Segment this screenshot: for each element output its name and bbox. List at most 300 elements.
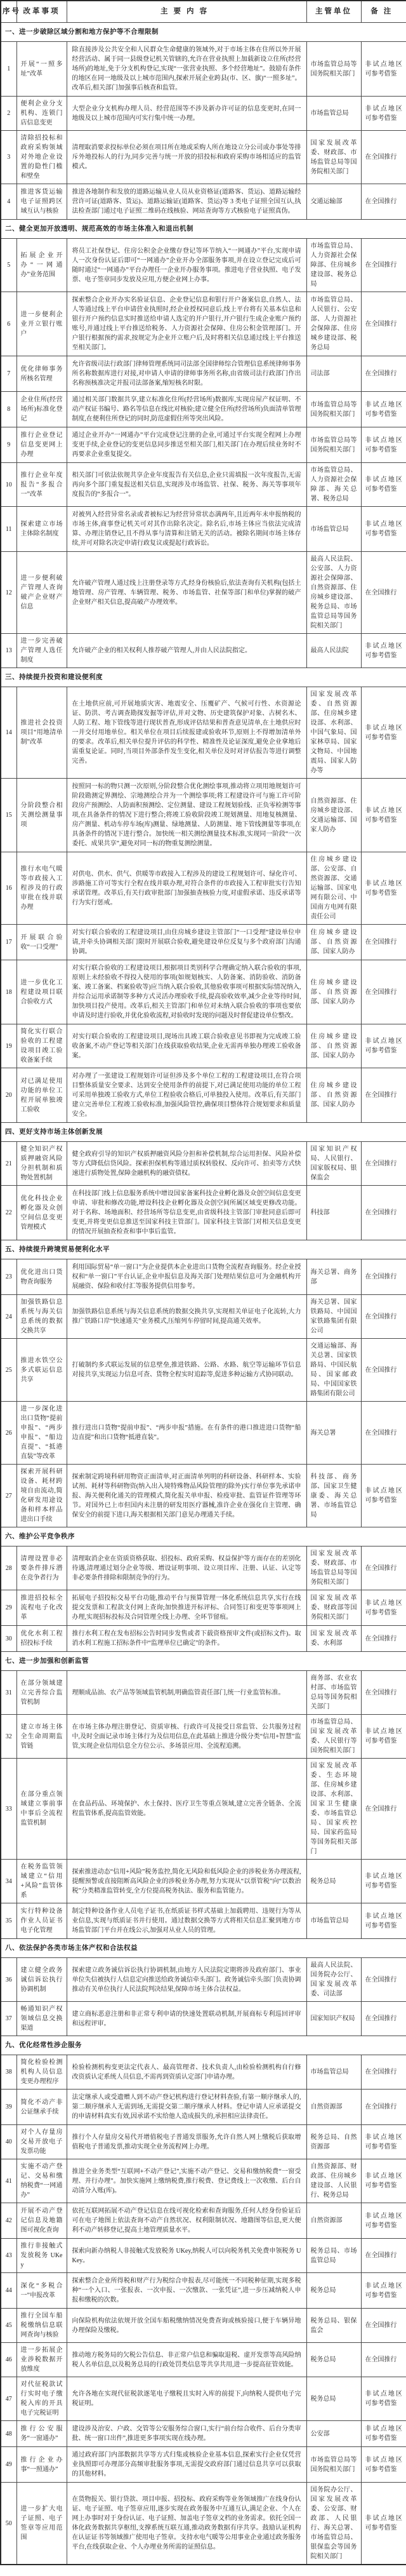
main-content: 在食品药品、环境保护、水土保持、医疗卫生等重点领域,建立完善全链条、全流程监管体系,提高监管效能。 (67, 1759, 306, 1860)
main-content: 在货物报关、银行贷款、项目申报、招投标、政府采购等业务领域推广在线身份认证、电子证照、电子签章应用,逐步实现在政务服务中互通互认,满足企业、个人在网上办事时对于身份认证、电子证照、加盖电子签章文档的业务需求。依托全国一体化政务数据共享枢纽,支撑系统互联互通,推动政务数据有序共享。鼓励认证机构在认证证书等领域推广使用电子签章。支持水电气暖等公用事业企业通过政务服务平台,在线获取企业、个人办理业务所需的证照信息。 (67, 2483, 306, 2565)
section-header-row (1, 1939, 406, 1958)
remark: 在全国推行 (361, 239, 406, 292)
reform-row (1, 392, 406, 427)
responsible-unit: 科技部、商务部、国家卫生健康委、海关总署、市场监管总局 (306, 1465, 361, 1527)
row-number: 37 (1, 2002, 16, 2036)
responsible-unit: 自然资源部、财政部、住房城乡建设部、人民银行、税务总局 (306, 2159, 361, 2203)
reform-row (1, 2377, 406, 2421)
remark: 在全国推行 (361, 960, 406, 1024)
reform-row (1, 1590, 406, 1626)
responsible-unit: 住房城乡建设部、自然资源部、国家人防办 (306, 960, 361, 1024)
row-number: 17 (1, 925, 16, 960)
responsible-unit: 市场监管总局 (306, 1903, 361, 1939)
row-number: 4 (1, 184, 16, 220)
row-number: 34 (1, 1860, 16, 1903)
reform-item: 开展“一照多址”改革 (16, 42, 67, 97)
remark: 在全国推行 (361, 2239, 406, 2273)
responsible-unit: 住房城乡建设部、自然资源部、国家人防办 (306, 925, 361, 960)
responsible-unit: 住房城乡建设部、自然资源部、国家人防办 (306, 1068, 361, 1123)
section-title: 三、持续提升投资和建设便利度 (1, 668, 406, 687)
reform-row (1, 427, 406, 463)
responsible-unit: 税务总局、银保监会 (306, 2309, 361, 2343)
reform-row (1, 925, 406, 960)
reform-item: 推进招投标全流程电子化改革 (16, 1590, 67, 1626)
row-number: 39 (1, 2090, 16, 2125)
remark: 非试点地区可参考借鉴 (361, 1024, 406, 1068)
reform-row (1, 42, 406, 97)
remark: 非试点地区可参考借鉴 (361, 507, 406, 552)
reform-item: 进一步便利企业开立银行账户 (16, 292, 67, 356)
main-content: 检验检测机构变更法定代表人、最高管理者、技术负责人,由检验检测机构自行修改资质认定系统人员信息,不需再到资质认定部门申请办理。 (67, 2055, 306, 2090)
responsible-unit: 国务院办公厅、国家发展改革委、公安部、财政部、人民银行、海关总署、市场监管总局、银保监会等国务院相关部门 (306, 2483, 361, 2565)
row-number: 15 (1, 779, 16, 852)
reform-row (1, 1465, 406, 1527)
reform-item: 探索开展科研设备、耗材跨境自由流动,简化研发用途设备和样本样品进出口手续 (16, 1465, 67, 1527)
responsible-unit: 税务总局、市场监管总局 (306, 2239, 361, 2273)
remark: 非试点地区可参考借鉴 (361, 1465, 406, 1527)
reform-item: 推进水铁空公多式联运信息共享 (16, 1339, 67, 1402)
header-main-content: 主要内容 (67, 1, 306, 23)
main-content: 相关部门可依法依规共享企业年度报告有关信息,企业只需填报一次年度报告,无需再向多个部门重复报送相关信息,实现涉及市场监管、社保、税务、海关等事项年度报告的“多报合一”。 (67, 463, 306, 507)
row-number: 42 (1, 2203, 16, 2239)
main-content: 大型企业分支机构办理人员、经营范围等不涉及新办许可证的信息变更时,在同一地级及以上城市范围内可实行集中统一办理。 (67, 97, 306, 131)
main-content: 推动地方税务局的欠税公告信息、非正常户信息和骗取退税、虚开发票等高风险纳税人名单信息,以及税务总局的行政处罚类信息等共享共用,进一步提高征管效能。 (67, 2343, 306, 2377)
remark: 在全国推行 (361, 2002, 406, 2036)
reform-row (1, 1068, 406, 1123)
remark: 非试点地区可参考借鉴 (361, 2421, 406, 2447)
main-content: 探索建立政务诚信诉讼执行协调机制,由地方人民法院定期将涉及政府部门、事业单位失信被执行人信息定向推送给政务诚信牵头部门。政务诚信牵头部门负责协调推动有关单位执行人民法院判决结果,保障市场主体合法权益。 (67, 1958, 306, 2002)
reform-item: 进一步便利破产管理人查询破产企业财产信息 (16, 552, 67, 634)
responsible-unit: 海关总署、国家铁路局、中国国家铁路集团有限公司 (306, 1295, 361, 1339)
row-number: 44 (1, 2273, 16, 2309)
main-content: 推行进出口货物“提前申报”、“两步申报”措施。在有条件的港口推进进口货物“船边直提”和出口货物“抵港直装”。 (67, 1402, 306, 1465)
reform-item: 推行企业登记信息变更网上办理 (16, 427, 67, 463)
reform-item: 在税务监管领域建立“信用+风险”监管体系 (16, 1860, 67, 1903)
reform-item: 推行水电气暖等市政接入工程涉及的行政审批在线并联办理 (16, 852, 67, 925)
reform-row (1, 2239, 406, 2273)
main-content: 打破制约多式联运发展的信息壁垒,推进铁路、公路、水路、航空等运输环节信息对接共享,实现运力信息可查、货物全程实时追踪等,促进多种运输方式协同联动。 (67, 1339, 306, 1402)
responsible-unit: 税务总局 (306, 2273, 361, 2309)
reform-item: 实行特种设备作业人员证书电子化管理 (16, 1903, 67, 1939)
reform-row (1, 1259, 406, 1295)
reform-row (1, 2159, 406, 2203)
responsible-unit: 市场监管总局、人力资源社会保障部、海关总署、税务总局 (306, 463, 361, 507)
section-header-row (1, 1123, 406, 1142)
responsible-unit: 市场监管总局 (306, 507, 361, 552)
responsible-unit: 住房城乡建设部、公安部、自然资源部、交通运输部、国家电网有限公司、中国南方电网有限责任公司 (306, 852, 361, 925)
main-content: 推进各地制作和发放的道路运输从业人员从业资格证(道路客、货运)、道路运输经营许可证(道路客、货运)、道路运输证(道路客、货运)等 3 类电子证照全国互认,执法检查部门通过电子证照二维码在线核验、网站查询等方式核验电子证照真伪。 (67, 184, 306, 220)
remark: 在全国推行 (361, 925, 406, 960)
main-content: 将员工社保登记、住房公积金企业缴存登记等环节纳入“一网通办”平台,实现申请人一次身份认证后即可“一网通办”企业开办全部服务事项,并在设立登记完成后可随时通过“一网通办”平台办理任一企业开办服务事项。推进电子营业执照、电子发票、电子签章同步发放及应用,方便企业网上办事。 (67, 239, 306, 292)
row-number: 27 (1, 1465, 16, 1527)
remark: 非试点地区可参考借鉴 (361, 687, 406, 779)
reform-item: 推进社会投资项目“用地清单制”改革 (16, 687, 67, 779)
section-title: 一、进一步破除区域分割和地方保护等不合理限制 (1, 23, 406, 42)
reform-item: 分阶段整合相关测绘测量事项 (16, 779, 67, 852)
main-content: 探索制定跨境科研用物资正面清单,对正面清单列明的科研设备、科研样本、实验试剂、耗材等科研物资(纳入出入境特殊物品风险管理的除外)实行单位事先承诺申报、海关便利化通关的管理模式,简化报关单申报、检疫审批、监管证件管理等环节。对国外已上市但国内未注册的研发用医疗器械,准许企业在强化自主管理、确保安全的前提下进口,海关根据相关部门意见办理通关手续。 (67, 1465, 306, 1527)
remark: 在全国推行 (361, 1402, 406, 1465)
responsible-unit: 最高人民法院、国务院办公厅、国家发展改革委、司法部 (306, 1958, 361, 2002)
remark: 非试点地区可参考借鉴 (361, 2203, 406, 2239)
main-content: 在土地供应前,可开展地质灾害、地震安全、压覆矿产、气候可行性、水资源论证、防洪、考古调查勘探发掘等评估,并对文物、历史建筑保护对象、古树名木、人防工程、地下管线等进行现状普查,形成评估结果和普查意见清单,在土地供应时一并交付用地单位。相关单位在项目后续报建或验收环节,原则上不得增加清单外的要求。改革后,相关单位提升评估的科学性、精准性及论证深度,避免企业拿地后需重复论证。同时,当项目外部条件发生变化,相关单位及时对评估报告等进行调整完善。 (67, 687, 306, 779)
reform-row (1, 1295, 406, 1339)
row-number: 14 (1, 687, 16, 779)
row-number: 49 (1, 2447, 16, 2483)
main-content: 允许各地在实现代征税款逐笔电子缴税且实时入库的前提下,向纳税人提供电子完税证明。 (67, 2377, 306, 2421)
row-number: 35 (1, 1903, 16, 1939)
row-number: 1 (1, 42, 16, 97)
reform-row (1, 1626, 406, 1652)
responsible-unit: 国家发展改革委、自然资源部、住房城乡建设部、水利部、中国气象局、国家林草局、国家文物局、中国地震局、国家人防办等 (306, 687, 361, 779)
row-number: 25 (1, 1339, 16, 1402)
row-number: 43 (1, 2239, 16, 2273)
section-header-row (1, 23, 406, 42)
remark: 非试点地区可参考借鉴 (361, 852, 406, 925)
reform-item: 清除招投标和政府采购领域对外地企业设置的隐性门槛和壁垒 (16, 131, 67, 184)
responsible-unit: 最高人民法院、公安部、人力资源社会保障部、自然资源部、住房城乡建设部、税务总局、市场监管总局等国务院相关部门 (306, 552, 361, 634)
row-number: 6 (1, 292, 16, 356)
responsible-unit: 市场监管总局等国务院相关部门 (306, 42, 361, 97)
reform-item: 深化“多税合一”申报改革 (16, 2273, 67, 2309)
remark: 在全国推行 (361, 1546, 406, 1590)
reform-row (1, 2090, 406, 2125)
reform-item: 简化检验检测机构人员信息变更办理程序 (16, 2055, 67, 2090)
main-content: 依托互联网拓展不动产登记信息在线可视化检索和查询服务,任何人经身份验证后可在电子地图上依法查询不动产自然状况、权利限制状况、地籍图等信息,更大便利不动产转移登记,提高土地管理质量水平。 (67, 2203, 306, 2239)
main-content: 对被列入经营异常名录或者被标记为经营异常状态满两年,且近两年未申报纳税的市场主体,商事登记机关可对其作出除名决定。除名后,市场主体应当依法完成清算、办理注销登记,且不得从事与清算和注销无关的活动。被除名期间市场主体存续,并可对除名决定申请行政复议或提起行政诉讼。 (67, 507, 306, 552)
reform-item: 清理设置非必要条件排斥潜在竞争者行为 (16, 1546, 67, 1590)
reform-item: 拓展企业开办“一网通办”业务范围 (16, 239, 67, 292)
main-content: 探索整合企业开办实名验证信息、企业登记信息和银行开户备案信息,自然人、法人等通过线上平台申请营业执照时,经企业授权同意后,线上平台将有关基本信息和银行开户预约信息实时推送给申请人选定的开户银行,开户银行生成企业账户预约账号,并通过线上平台推送给税务、人力资源社会保障、住房公积金管理部门。开户银行根据预约需求,按规定为企业开立账户后,及时将相关信息通过线上平台推送至相关部门。 (67, 292, 306, 356)
remark: 在全国推行 (361, 1671, 406, 1715)
reform-row (1, 1402, 406, 1465)
section-title: 四、更好支持市场主体创新发展 (1, 1123, 406, 1142)
row-number: 7 (1, 356, 16, 392)
responsible-unit: 市场监管总局、国家发展改革委、人民银行等国务院相关部门 (306, 1715, 361, 1759)
row-number: 38 (1, 2055, 16, 2090)
reform-row (1, 852, 406, 925)
remark: 在全国推行 (361, 1626, 406, 1652)
reform-item: 优化律师事务所核名管理 (16, 356, 67, 392)
main-content: 制定特种设备作业人员电子证书,在纸质证书样式基础上加载聘用、违规行为等从业信息,实现与纸质证书并行使用。通过数据交换等方式将相关信息汇聚到地方市场监管部门平台并在线公示,加强对从业人员的管理。 (67, 1903, 306, 1939)
main-content: 利用国际贸易“单一窗口”为企业提供本企业进出口货物全流程查询服务。经企业授权和“单一窗口”平台认证,企业申报信息及海关部门处理结果信息可为金融机构开展融资、保险和收付汇等服务提供信用参考。 (67, 1259, 306, 1295)
table-body (1, 23, 406, 2565)
remark: 非试点地区可参考借鉴 (361, 392, 406, 427)
row-number: 21 (1, 1142, 16, 1186)
reform-item: 实施不动产登记、交易和缴纳税费“一网通办” (16, 2159, 67, 2203)
responsible-unit: 税务总局 (306, 2343, 361, 2377)
reform-item: 对个人存量房交易开放电子发票功能 (16, 2125, 67, 2159)
remark: 非试点地区可参考借鉴 (361, 463, 406, 507)
table-header-row (1, 1, 406, 23)
responsible-unit: 公安部 (306, 2421, 361, 2447)
reform-item: 简化不动产非公证继承手续 (16, 2090, 67, 2125)
remark: 非试点地区可参考借鉴 (361, 42, 406, 97)
responsible-unit: 国家发展改革委、财政部、市场监管总局等国务院相关部门 (306, 1546, 361, 1590)
main-content: 探索向新办纳税人非接触式发放税务 UKey,纳税人可以向税务机关免费申领税务 UKey。 (67, 2239, 306, 2273)
reform-item: 便利企业分支机构、连锁门店信息变更 (16, 97, 67, 131)
reform-item: 推行全国车船税缴纳信息联网查询与核验 (16, 2309, 67, 2343)
responsible-unit: 国家发展改革委、生态环境部、住房城乡建设部、水利部、国家卫生健康委、市场监管总局、国家疾控局、国家药监局等国务院相关部门 (306, 1759, 361, 1860)
main-content: 建立商标恶意注册和非正常专利申请的快速处置联动机制,开展商标专利巡回评审和远程评审。 (67, 2002, 306, 2036)
responsible-unit: 税务总局 (306, 2377, 361, 2421)
reform-row (1, 1958, 406, 2002)
main-content: 允许破产企业的相关权利人推荐破产管理人,并由人民法院指定。 (67, 634, 306, 668)
main-content: 拓展电子招投标交易平台功能,推动平台与预算管理一体化系统信息共享,实行在线提交发票和工程款支付网上查询;加快推进开标评标、合同签订和变更等事项网上办理,实现招标投标及合同管理全线上办理、全环节留痕。 (67, 1590, 306, 1626)
section-header-row (1, 1240, 406, 1259)
main-content: 在市场主体办理注册登记、资质审核、行政许可及接受日常监管、公共服务过程中,及时全面记录市场主体行为及信用信息,在此基础上推进分级分类“信用+智慧”监管,实现企业信用信息全方位公示、多场景应用、全流程追溯。 (67, 1715, 306, 1759)
remark: 非试点地区可参考借鉴 (361, 1590, 406, 1626)
main-content: 除直接涉及公共安全和人民群众生命健康的领域外,对于市场主体在住所以外开展经营活动、属于同一县级登记机关管辖的,允许在营业执照上加载新设立住所(经营场所)的地址,免于分支机构登记,实现“一张营业执照、多个经营地址”。鼓励有条件的地区在同一地级及以上城市范围内,探索开展企业跨县(市、区、旗)“一照多址”。改革后,相关部门加强事后核查和监管。 (67, 42, 306, 97)
row-number: 45 (1, 2309, 16, 2343)
remark: 非试点地区可参考借鉴 (361, 427, 406, 463)
reform-row (1, 1903, 406, 1939)
responsible-unit: 税务总局 (306, 1860, 361, 1903)
reform-item: 推行企业年度报告“多报合一”改革 (16, 463, 67, 507)
row-number: 28 (1, 1546, 16, 1590)
reform-item: 在部分重点领域建立事前事中事后全流程监管机制 (16, 1759, 67, 1860)
remark: 在全国推行 (361, 131, 406, 184)
responsible-unit: 交通运输部 (306, 184, 361, 220)
responsible-unit: 自然资源部 (306, 2090, 361, 2125)
row-number: 16 (1, 852, 16, 925)
reform-item: 优化水利工程招投标手续 (16, 1626, 67, 1652)
remark: 非试点地区可参考借鉴 (361, 2273, 406, 2309)
reform-row (1, 1715, 406, 1759)
section-header-row (1, 1652, 406, 1671)
remark: 在全国推行 (361, 2055, 406, 2090)
row-number: 24 (1, 1295, 16, 1339)
reform-item: 开展联合验收“一口受理” (16, 925, 67, 960)
row-number: 32 (1, 1715, 16, 1759)
row-number: 22 (1, 1186, 16, 1240)
reform-row (1, 184, 406, 220)
reform-row (1, 507, 406, 552)
row-number: 13 (1, 634, 16, 668)
reform-row (1, 2002, 406, 2036)
main-content: 通过企业开办“一网通办”平台完成登记注册的企业,可通过平台实现全程网上办理变更手续,企业登记的变更信息同步推送至相关部门,相关部门在办理后续业务时不再要求企业重复提交。 (67, 427, 306, 463)
responsible-unit: 税务总局、自然资源部 (306, 2125, 361, 2159)
responsible-unit: 交通运输部、海关总署、国家铁路局、中国民航局、国家邮政局、中国国家铁路集团有限公司 (306, 1339, 361, 1402)
remark: 在全国推行 (361, 1958, 406, 2002)
responsible-unit: 海关总署、商务部 (306, 1259, 361, 1295)
reform-item: 优化进出口货物查询服务 (16, 1259, 67, 1295)
section-title: 九、优化经常性涉企服务 (1, 2036, 406, 2055)
main-content: 通过政府部门内部数据共享等方式归集或核验企业基本信息,探索实行企业仅凭营业执照即可办理部分高频审批服务事项,无需提交政府部门通过信息共享可以获取的其他材料。 (67, 2447, 306, 2483)
reform-item: 建立市场主体全生命周期监管链 (16, 1715, 67, 1759)
responsible-unit: 市场监管总局等国务院相关部门 (306, 427, 361, 463)
remark: 非试点地区可参考借鉴 (361, 1903, 406, 1939)
reform-item: 建立健全政务诚信诉讼执行协调机制 (16, 1958, 67, 2002)
responsible-unit: 市场监管总局等国务院相关部门 (306, 392, 361, 427)
remark: 非试点地区可参考借鉴 (361, 2377, 406, 2421)
reform-row (1, 131, 406, 184)
reform-row (1, 2203, 406, 2239)
main-content: 探索推进动态“信用+风险”税务监控,简化无风险和低风险企业的涉税业务办理流程,提醒预警或直接阻断高风险企业的涉税业务办理,努力实现从“以票管税”向“以数治税”分类精准监管转变,全方位提高税务执法、服务和监管能力。 (67, 1860, 306, 1903)
row-number: 20 (1, 1068, 16, 1123)
reform-row (1, 1339, 406, 1402)
row-number: 26 (1, 1402, 16, 1465)
reform-row (1, 2125, 406, 2159)
remark: 在全国推行 (361, 1339, 406, 1402)
remark: 在全国推行 (361, 356, 406, 392)
reform-item: 进一步深化进出口货物“提前申报”、“两步申报”、“船边直提”、“抵港直装”等改革 (16, 1402, 67, 1465)
remark: 非试点地区可参考借鉴 (361, 2447, 406, 2483)
reform-row (1, 239, 406, 292)
reform-row (1, 2483, 406, 2565)
remark: 在全国推行 (361, 292, 406, 356)
reform-item: 进一步拓展企业涉税数据开放维度 (16, 2343, 67, 2377)
responsible-unit: 市场监管总局、人民银行、公安部、人力资源社会保障部、住房城乡建设部、税务总局 (306, 292, 361, 356)
row-number: 46 (1, 2343, 16, 2377)
responsible-unit: 商务部、农业农村部、市场监管总局等国务院相关部门 (306, 1671, 361, 1715)
reform-row (1, 687, 406, 779)
reform-row (1, 97, 406, 131)
responsible-unit: 自然资源部 (306, 2203, 361, 2239)
main-content: 推行个人存量房交易代开增值税电子普通发票服务,允许自然人网上缴税后获取增值税电子普通发票,推动实现全业务流程网上办理。 (67, 2125, 306, 2159)
reform-item: 开展不动产登记信息及地籍图可视化查询 (16, 2203, 67, 2239)
responsible-unit: 国家发展改革委、财政部、市场监管总局等国务院相关部门 (306, 131, 361, 184)
responsible-unit: 国家知识产权局 (306, 2002, 361, 2036)
main-content: 允许破产管理人通过线上注册登录等方式,经身份核验后,依法查询有关机构(包括土地管理、房产管理、车辆管理、税务、市场监管、社保等部门和单位)掌握的破产企业财产相关信息,提高破产办理效率。 (67, 552, 306, 634)
reform-row (1, 960, 406, 1024)
responsible-unit: 市场监管总局 (306, 97, 361, 131)
remark: 非试点地区可参考借鉴 (361, 634, 406, 668)
row-number: 3 (1, 131, 16, 184)
remark: 非试点地区可参考借鉴 (361, 2125, 406, 2159)
reform-item: 推行公安服务“一窗通办” (16, 2421, 67, 2447)
row-number: 19 (1, 1024, 16, 1068)
remark: 非试点地区可参考借鉴 (361, 1715, 406, 1759)
section-title: 七、进一步加强和创新监管 (1, 1652, 406, 1671)
remark: 在全国推行 (361, 2309, 406, 2343)
header-serial-number: 序号 (1, 1, 16, 23)
reform-item: 对代征税款试行实时电子缴税入库的开具电子完税证明 (16, 2377, 67, 2421)
row-number: 47 (1, 2377, 16, 2421)
row-number: 8 (1, 392, 16, 427)
reform-row (1, 2421, 406, 2447)
reform-row (1, 634, 406, 668)
reform-row (1, 2447, 406, 2483)
reform-item: 健全知识产权质押融资风险分担机制和质物处置机制 (16, 1142, 67, 1186)
reform-item: 进一步完善破产管理人选任制度 (16, 634, 67, 668)
responsible-unit: 市场监管总局、人力资源社会保障部、住房城乡建设部、税务总局 (306, 239, 361, 292)
main-content: 推行水利工程在发布招标公告时同步发售或者下载资格预审文件(或招标文件)。取消水利工程施工招标条件中“监理单位已确定”的条件。 (67, 1626, 306, 1652)
main-content: 允许省级司法行政部门律师管理系统同司法部全国律师综合管理信息系统律师事务所名称数据库进行对接,对申请人申请的律师事务所名称,由省级司法行政部门作出名称预核准决定并报司法部备案,缩短核名时限。 (67, 356, 306, 392)
section-header-row (1, 668, 406, 687)
reform-row (1, 2309, 406, 2343)
row-number: 33 (1, 1759, 16, 1860)
row-number: 30 (1, 1626, 16, 1652)
responsible-unit: 国家发展改革委、财政部等国务院相关部门 (306, 1590, 361, 1626)
main-content: 向保险机构依法依规开放全国车船税缴纳情况免费查询或核验接口,便于车辆异地办理保险及缴税。 (67, 2309, 306, 2343)
header-reform-item: 改革事项 (16, 1, 67, 23)
responsible-unit: 住房城乡建设部、自然资源部、国家人防办 (306, 1024, 361, 1068)
row-number: 10 (1, 463, 16, 507)
row-number: 23 (1, 1259, 16, 1295)
row-number: 48 (1, 2421, 16, 2447)
responsible-unit: 国家发展改革委、水利部 (306, 1626, 361, 1652)
main-content: 对实行联合验收的工程建设项目,根据项目类别科学合理确定纳入联合验收的事项,原则上未经验收不得投入使用的事项(如规划核实、人防备案、消防验收、消防备案、竣工备案、档案验收等)应当纳入联合验收,其他验收事项可根据实际情况纳入,并综合运用承诺制等多种方式灵活办理验收手续,提高验收效率,减少企业等待时间,加快项目投产使用。改革后,相关主管部门和单位对未纳入联合验收的事项也要依申请及时进行验收,并优化验收流程,对验收时发现的问题及时督促建设单位整改。 (67, 960, 306, 1024)
responsible-unit: 海关总署 (306, 1402, 361, 1465)
reform-row (1, 1186, 406, 1240)
remark: 在全国推行 (361, 1186, 406, 1240)
main-content: 清理取消要求投标单位必须在项目所在地或采购人所在地设立分公司或办事处等排斥外地投标人的行为,同步完善与统一开放的招投标和政府采购市场相适应的监管模式。 (67, 131, 306, 184)
row-number: 40 (1, 2125, 16, 2159)
reform-item: 进一步扩大电子证照、电子签章等应用范围 (16, 2483, 67, 2565)
reform-row (1, 463, 406, 507)
row-number: 41 (1, 2159, 16, 2203)
reform-row (1, 1024, 406, 1068)
responsible-unit: 科技部 (306, 1186, 361, 1240)
reform-row (1, 2273, 406, 2309)
section-header-row (1, 220, 406, 239)
remark: 在全国推行 (361, 2090, 406, 2125)
reform-item: 加强铁路信息系统与海关信息系统的数据交换共享 (16, 1295, 67, 1339)
reform-row (1, 356, 406, 392)
main-content: 探索整合企业所得税和财产行为税综合申报表,尽可能统一不同税种征期,实现多税种“一个入口、一张报表、一次申报、一次缴款、一张凭证”,进一步压减纳税人申报和缴税的次数。 (67, 2273, 306, 2309)
reform-item: 简化实行联合验收的工程建设项目竣工验收备案手续 (16, 1024, 67, 1068)
reform-item: 优化科技企业孵化器及众创空间信息变更管理模式 (16, 1186, 67, 1240)
reform-item: 推行企业办事“一照通办” (16, 2447, 67, 2483)
reform-item: 在部分领域建立完善综合监管机制 (16, 1671, 67, 1715)
header-remark: 备注 (361, 1, 406, 23)
header-responsible-unit: 主管单位 (306, 1, 361, 23)
main-content: 法定继承人或受遗赠人到不动产登记机构进行登记材料查验,有第一顺序继承人的,第二顺序继承人无需到场,无需提交第二顺序继承人材料。登记申请人应承诺提交的申请材料真实有效,因承诺不实给他人造成损失的,承担相应法律责任。 (67, 2090, 306, 2125)
main-content: 理顺成品油、农产品等领域监管机制,明确监管责任部门,统一行业监管标准。 (67, 1671, 306, 1715)
main-content: 按照同一标的物只测一次原则,分阶段整合优化测绘事项,推动将立项用地规划许可阶段勘测定界测绘、宗地测绘合并为一个测绘事项;将工程建设许可与施工许可阶段房产预测绘、人防面积预测绘、定位测量、建设工程规划验线、正负零检测等事项,在具备条件的情况下进行整合;将竣工验收阶段竣工规划测量、用地复核测量、房产测量、机动车停车场(库)测量、绿地测量、人防测量、地下管线测量等事项,在具备条件的情况下进行整合。加快统一相关测绘测量技术标准,实现同一阶段“一次委托、成果共享”,避免对同一标的物重复测绘测量。 (67, 779, 306, 852)
responsible-unit: 市场监管总局 (306, 2055, 361, 2090)
reform-item: 推行非接触式发放税务 UKey (16, 2239, 67, 2273)
reform-item: 企业住所(经营场所)标准化登记 (16, 392, 67, 427)
reform-item: 推进客货运输电子证照跨区域互认与核验 (16, 184, 67, 220)
section-title: 二、健全更加开放透明、规范高效的市场主体准入和退出机制 (1, 220, 406, 239)
row-number: 2 (1, 97, 16, 131)
remark: 非试点地区可参考借鉴 (361, 779, 406, 852)
responsible-unit: 司法部 (306, 356, 361, 392)
section-title: 五、持续提升跨境贸易便利化水平 (1, 1240, 406, 1259)
row-number: 36 (1, 1958, 16, 2002)
main-content: 清理取消企业在资质资格获取、招投标、政府采购、权益保护等方面存在的差别化待遇,清理通过划分企业等级、增设证明事项、设立项目库、注册、认证、认定等非必要条件排除和限制竞争的行为。 (67, 1546, 306, 1590)
section-title: 八、依法保护各类市场主体产权和合法权益 (1, 1939, 406, 1958)
table-header (1, 1, 406, 23)
reform-row (1, 1860, 406, 1903)
remark: 非试点地区可参考借鉴 (361, 97, 406, 131)
main-content: 推进全业务类型“互联网+不动产登记”,实施不动产登记、交易和缴纳税费“一窗受理、并行办理”。加快实施网上缴纳税费,推行税费、登记费线上一次收缴、后台自动清分入账(库)。 (67, 2159, 306, 2203)
reform-row (1, 1759, 406, 1860)
remark: 在全国推行 (361, 1259, 406, 1295)
responsible-unit: 最高人民法院 (306, 634, 361, 668)
remark: 在全国推行 (361, 552, 406, 634)
reform-row (1, 2055, 406, 2090)
responsible-unit: 自然资源部、住房城乡建设部、交通运输部、国家人防办 (306, 779, 361, 852)
main-content: 建设涉及治安、户政、交管等公安服务综合窗口,实行“前台综合收件、后台分类审批、统一窗口出件”,推进更多事项实现在线办理。 (67, 2421, 306, 2447)
row-number: 31 (1, 1671, 16, 1715)
remark: 在全国推行 (361, 1759, 406, 1860)
reform-row (1, 1546, 406, 1590)
reform-row (1, 1142, 406, 1186)
responsible-unit: 国家知识产权局、人民银行、国家版权局、银保监会 (306, 1142, 361, 1186)
reform-row (1, 779, 406, 852)
reform-row (1, 2343, 406, 2377)
row-number: 5 (1, 239, 16, 292)
reform-item: 探索建立市场主体除名制度 (16, 507, 67, 552)
main-content: 对实行联合验收的工程建设项目,现场出具竣工联合验收意见书即视为完成竣工验收备案,不动产登记等相关部门在线获取验收结果,企业无需再单独办理竣工验收备案。 (67, 1024, 306, 1068)
row-number: 9 (1, 427, 16, 463)
reform-row (1, 292, 406, 356)
remark: 非试点地区可参考借鉴 (361, 1860, 406, 1903)
section-title: 六、维护公平竞争秩序 (1, 1527, 406, 1546)
row-number: 11 (1, 507, 16, 552)
